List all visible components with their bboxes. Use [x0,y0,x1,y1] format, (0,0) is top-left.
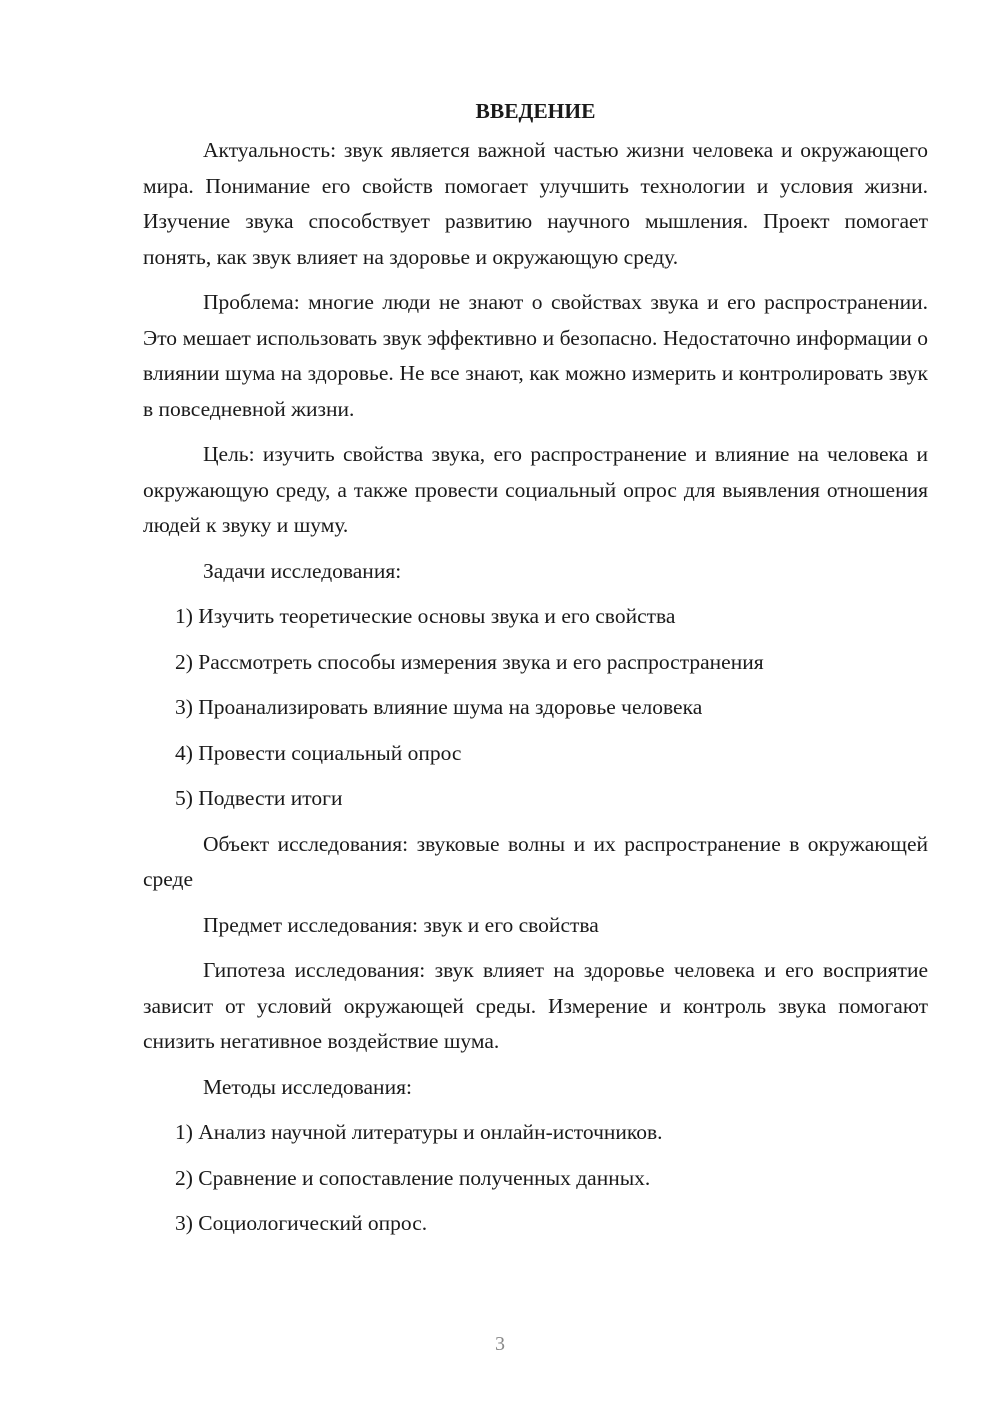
object-paragraph: Объект исследования: звуковые волны и их распространение в окружающей среде [143,831,928,891]
methods-list [143,1115,928,1242]
hypothesis-paragraph: Гипотеза исследования: звук влияет на здоровье человека и его восприятие зависит от условий окружающей среды. Измерение и контроль звука помогают снизить негативное воздействие шума. [143,958,928,1053]
tasks-heading: Задачи исследования: [203,558,402,583]
task-item: 5) Подвести итоги [175,786,343,810]
method-item: 3) Социологический опрос. [175,1211,428,1235]
task-item: 4) Провести социальный опрос [175,740,462,765]
goal-paragraph: Цель: изучить свойства звука, его распространение и влияние на человека и окружающую среду, а также провести социальный опрос для выявления отношения людей к звуку и шуму. [143,442,928,537]
methods-heading: Методы исследования: [203,1074,412,1099]
subject-paragraph: Предмет исследования: звук и его свойства [203,912,599,937]
document-page [143,96,928,1252]
page-number: 3 [495,1333,505,1355]
page-title: ВВЕДЕНИЕ [475,99,596,123]
problem-paragraph: Проблема: многие люди не знают о свойствах звука и его распространении. Это мешает использовать звук эффективно и безопасно. Недостаточно информации о влиянии шума на здоровье. Не все знают, как можно измерить и контролировать звук в повседневной жизни. [143,290,928,421]
task-item: 3) Проанализировать влияние шума на здоровье человека [175,695,703,719]
method-item: 1) Анализ научной литературы и онлайн-источников. [175,1120,663,1144]
task-item: 1) Изучить теоретические основы звука и его свойства [175,604,676,628]
tasks-list [143,599,928,817]
method-item: 2) Сравнение и сопоставление полученных данных. [175,1165,651,1190]
task-item: 2) Рассмотреть способы измерения звука и его распространения [175,649,764,674]
relevance-paragraph: Актуальность: звук является важной частью жизни человека и окружающего мира. Понимание его свойств помогает улучшить технологии и условия жизни. Изучение звука способствует развитию научного мышления. Проект помогает понять, как звук влияет на здоровье и окружающую среду. [143,138,928,269]
